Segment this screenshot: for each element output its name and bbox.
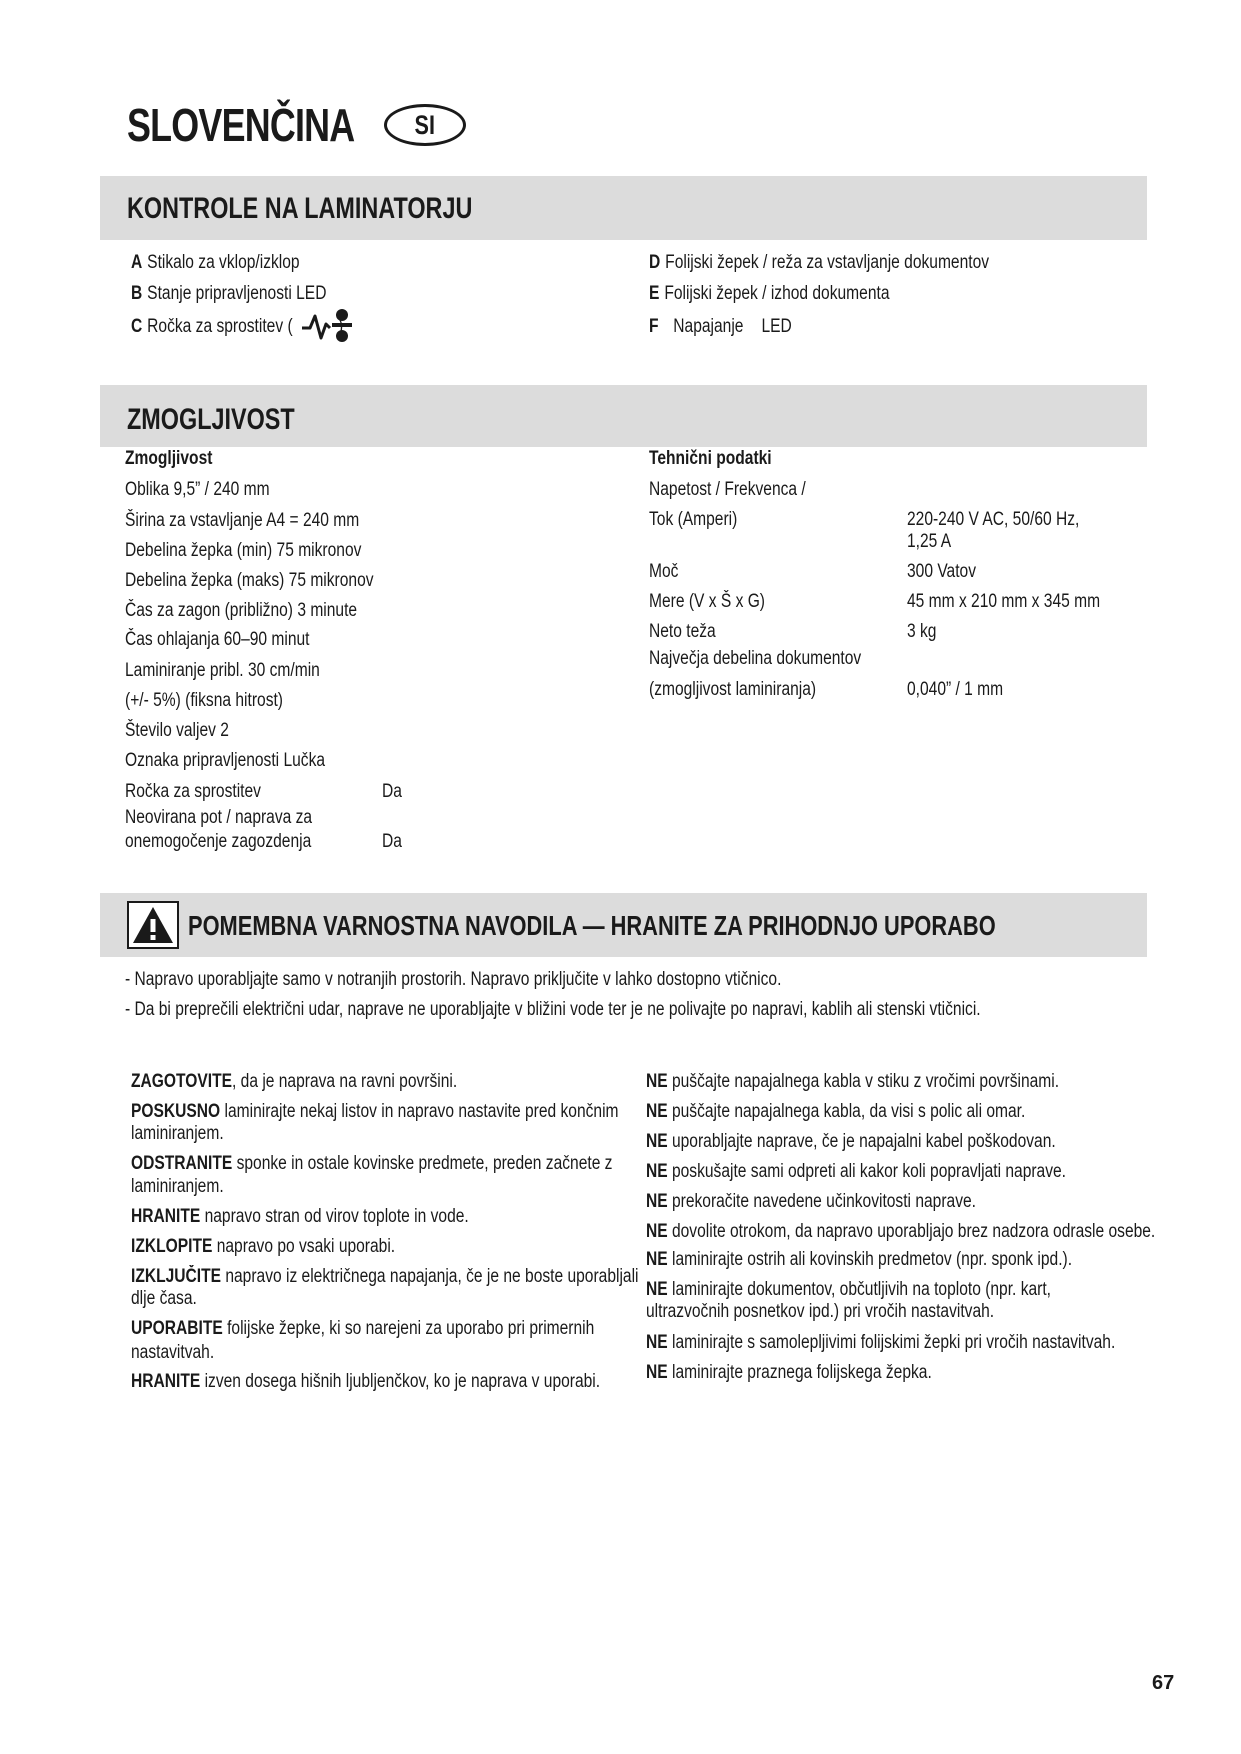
do-item: UPORABITE folijske žepke, ki so narejeni za uporabo pri primernih — [131, 1318, 595, 1339]
do-item-cont: laminiranjem. — [131, 1123, 224, 1144]
safety-intro-line2: - Da bi preprečili električni udar, naprave ne uporabljajte v bližini vode ter je ne polivajte po napravi, kablih ali stenski vtičnici. — [125, 999, 981, 1020]
page-number: 67 — [1152, 1672, 1175, 1694]
do-item: ZAGOTOVITE, da je naprava na ravni površini. — [131, 1071, 458, 1092]
capacity-subheading: Zmogljivost — [125, 448, 213, 469]
thickness-label-line1: Največja debelina dokumentov — [649, 648, 862, 669]
safety-heading-bar — [100, 893, 1147, 957]
control-key: A — [131, 252, 143, 273]
capacity-row: Čas ohlajanja 60–90 minut — [125, 629, 310, 650]
control-key: E — [649, 283, 660, 304]
capacity-row: Širina za vstavljanje A4 = 240 mm — [125, 510, 360, 531]
thickness-value: 0,040” / 1 mm — [907, 679, 1004, 700]
do-item-cont: laminiranjem. — [131, 1176, 224, 1197]
controls-heading-bar — [100, 176, 1147, 240]
capacity-heading: ZMOGLJIVOST — [127, 403, 295, 436]
dont-item: NE laminirajte s samolepljivimi folijskimi žepki pri vročih nastavitvah. — [646, 1332, 1116, 1353]
control-text: Stikalo za vklop/izklop — [147, 252, 300, 273]
tech-data-subheading: Tehnični podatki — [649, 448, 772, 469]
weight-value: 3 kg — [907, 621, 937, 642]
dont-item: NE puščajte napajalnega kabla v stiku z vročimi površinami. — [646, 1071, 1060, 1092]
dont-item: NE puščajte napajalnega kabla, da visi s polic ali omar. — [646, 1101, 1026, 1122]
language-badge — [384, 104, 466, 146]
control-item-d — [649, 252, 989, 274]
voltage-label-line1: Napetost / Frekvenca / — [649, 479, 806, 500]
capacity-row: Oblika 9,5” / 240 mm — [125, 479, 270, 500]
do-item: HRANITE izven dosega hišnih ljubljenčkov, ko je naprava v uporabi. — [131, 1371, 601, 1392]
warning-icon — [129, 903, 177, 947]
weight-label: Neto teža — [649, 621, 716, 642]
dont-item: NE poskušajte sami odpreti ali kakor koli popravljati naprave. — [646, 1161, 1067, 1182]
control-item-e — [649, 283, 889, 305]
language-badge-label: SI — [414, 109, 436, 140]
release-lever-value: Da — [382, 781, 402, 802]
capacity-heading-bar — [100, 385, 1147, 447]
dimensions-value: 45 mm x 210 mm x 345 mm — [907, 591, 1101, 612]
capacity-row: Laminiranje pribl. 30 cm/min — [125, 660, 320, 681]
page-title: SLOVENČINA — [127, 99, 355, 151]
do-item-cont: dlje časa. — [131, 1288, 197, 1309]
dont-item: NE laminirajte ostrih ali kovinskih predmetov (npr. sponk ipd.). — [646, 1249, 1073, 1270]
capacity-row: Oznaka pripravljenosti Lučka — [125, 750, 326, 771]
control-key: D — [649, 252, 661, 273]
power-label: Moč — [649, 561, 679, 582]
dont-item: NE prekoračite navedene učinkovitosti naprave. — [646, 1191, 976, 1212]
control-item-b — [131, 283, 326, 305]
voltage-value-line1: 220-240 V AC, 50/60 Hz, — [907, 509, 1080, 530]
thickness-label-line2: (zmogljivost laminiranja) — [649, 679, 817, 700]
do-item: HRANITE napravo stran od virov toplote in vode. — [131, 1206, 469, 1227]
capacity-row: Število valjev 2 — [125, 720, 229, 741]
control-text: Folijski žepek / izhod dokumenta — [664, 283, 890, 304]
dont-item: NE dovolite otrokom, da napravo uporabljajo brez nadzora odrasle osebe. — [646, 1221, 1156, 1242]
control-text: Ročka za sprostitev ( — [147, 316, 293, 337]
control-key: C — [131, 316, 143, 337]
voltage-value-line2: 1,25 A — [907, 531, 952, 552]
control-text: Folijski žepek / reža za vstavljanje dokumentov — [665, 252, 990, 273]
jam-label-line2: onemogočenje zagozdenja — [125, 831, 312, 852]
jam-label-line1: Neovirana pot / naprava za — [125, 807, 313, 828]
voltage-label-line2: Tok (Amperi) — [649, 509, 738, 530]
jam-value: Da — [382, 831, 402, 852]
control-text: Napajanje — [673, 316, 744, 337]
safety-heading: POMEMBNA VARNOSTNA NAVODILA — HRANITE ZA PRIHODNJO UPORABO — [188, 910, 996, 941]
controls-heading: KONTROLE NA LAMINATORJU — [127, 192, 473, 225]
capacity-row: Čas za zagon (približno) 3 minute — [125, 600, 358, 621]
control-text-led: LED — [761, 316, 792, 337]
control-key: B — [131, 283, 143, 304]
do-item: ODSTRANITE sponke in ostale kovinske predmete, preden začnete z — [131, 1153, 613, 1174]
power-value: 300 Vatov — [907, 561, 977, 582]
capacity-row: Debelina žepka (maks) 75 mikronov — [125, 570, 374, 591]
dont-item: NE laminirajte dokumentov, občutljivih na toploto (npr. kart, — [646, 1279, 1052, 1300]
control-item-f — [649, 316, 792, 338]
release-lever-label: Ročka za sprostitev — [125, 781, 261, 802]
do-item: POSKUSNO laminirajte nekaj listov in napravo nastavite pred končnim — [131, 1101, 619, 1122]
control-text: Stanje pripravljenosti LED — [147, 283, 327, 304]
dont-item: NE laminirajte praznega folijskega žepka. — [646, 1362, 932, 1383]
control-key: F — [649, 316, 659, 337]
dont-item: NE uporabljajte naprave, če je napajalni kabel poškodovan. — [646, 1131, 1056, 1152]
release-lever-icon — [300, 308, 354, 344]
dont-item-cont: ultrazvočnih posnetkov ipd.) pri vročih nastavitvah. — [646, 1301, 995, 1322]
safety-intro-line1: - Napravo uporabljajte samo v notranjih prostorih. Napravo priključite v lahko dostopno vtičnico. — [125, 969, 782, 990]
capacity-row: (+/- 5%) (fiksna hitrost) — [125, 690, 284, 711]
capacity-row: Debelina žepka (min) 75 mikronov — [125, 540, 362, 561]
control-item-a — [131, 252, 300, 274]
warning-icon-box — [127, 901, 179, 949]
do-item-cont: nastavitvah. — [131, 1342, 215, 1363]
do-item: IZKLJUČITE napravo iz električnega napajanja, če je ne boste uporabljali — [131, 1266, 639, 1287]
do-item: IZKLOPITE napravo po vsaki uporabi. — [131, 1236, 396, 1257]
dimensions-label: Mere (V x Š x G) — [649, 591, 766, 612]
